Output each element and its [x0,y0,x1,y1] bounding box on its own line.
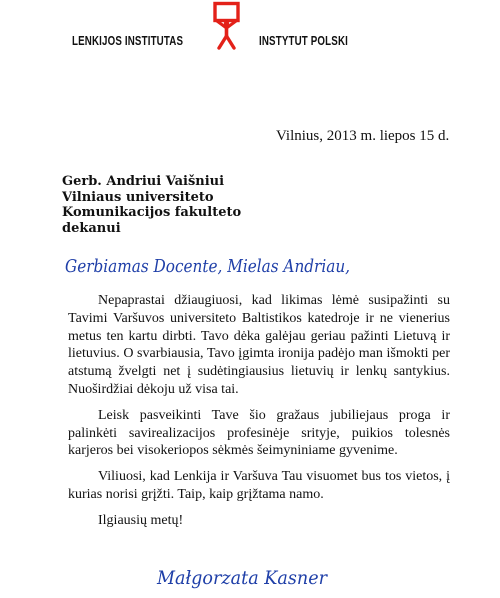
paragraph-gratitude: Nepaprastai džiaugiuosi, kad likimas lėmė susipažinti su Tavimi Varšuvos universiteto Baltistikos katedroje ir ne vienerius metus ten kartu dirbti. Tavo dėka galėjau geriau pažinti Lietuvą ir lietuvius. O svarbiausia, Tavo įgimta ironija padėjo man išmokti per atstumą žvelgti net į sudėtingiausius lietuvių ir lenkų santykius. Nuoširdžiai dėkoju už visa tai. [68,293,450,397]
paragraph-hope: Viliuosi, kad Lenkija ir Varšuva Tau visuomet bus tos vietos, į kurias norisi grįžti. Taip, kaip grįžtama namo. [68,469,450,502]
greeting-text: Gerbiamas Docente, Mielas Andriau, [65,256,350,277]
handwritten-greeting [65,248,365,284]
institute-name-lithuanian: LENKIJOS INSTITUTAS [72,34,184,48]
recipient-name: Gerb. Andriui Vaišniui [62,174,225,189]
letter-body [68,292,450,538]
institute-name-polish: INSTYTUT POLSKI [259,34,349,48]
signature-text: Małgorzata Kasner [156,567,329,589]
paragraph-wishes: Leisk pasveikinti Tave šio gražaus jubiliejaus proga ir palinkėti savirealizacijos profesinėje srityje, puikios tolesnės karjeros bei visokeriopos sėkmės šeimyniniame gyvenime. [68,407,450,459]
recipient-faculty: Komunikacijos fakulteto [62,205,242,220]
recipient-block [62,174,241,236]
institute-logo-icon [203,2,251,50]
date-line: Vilnius, 2013 m. liepos 15 d. [276,128,450,144]
handwritten-signature [155,558,330,594]
recipient-university: Vilniaus universiteto [62,189,214,205]
paragraph-closing: Ilgiausių metų! [98,512,184,528]
recipient-title: dekanui [62,220,121,236]
